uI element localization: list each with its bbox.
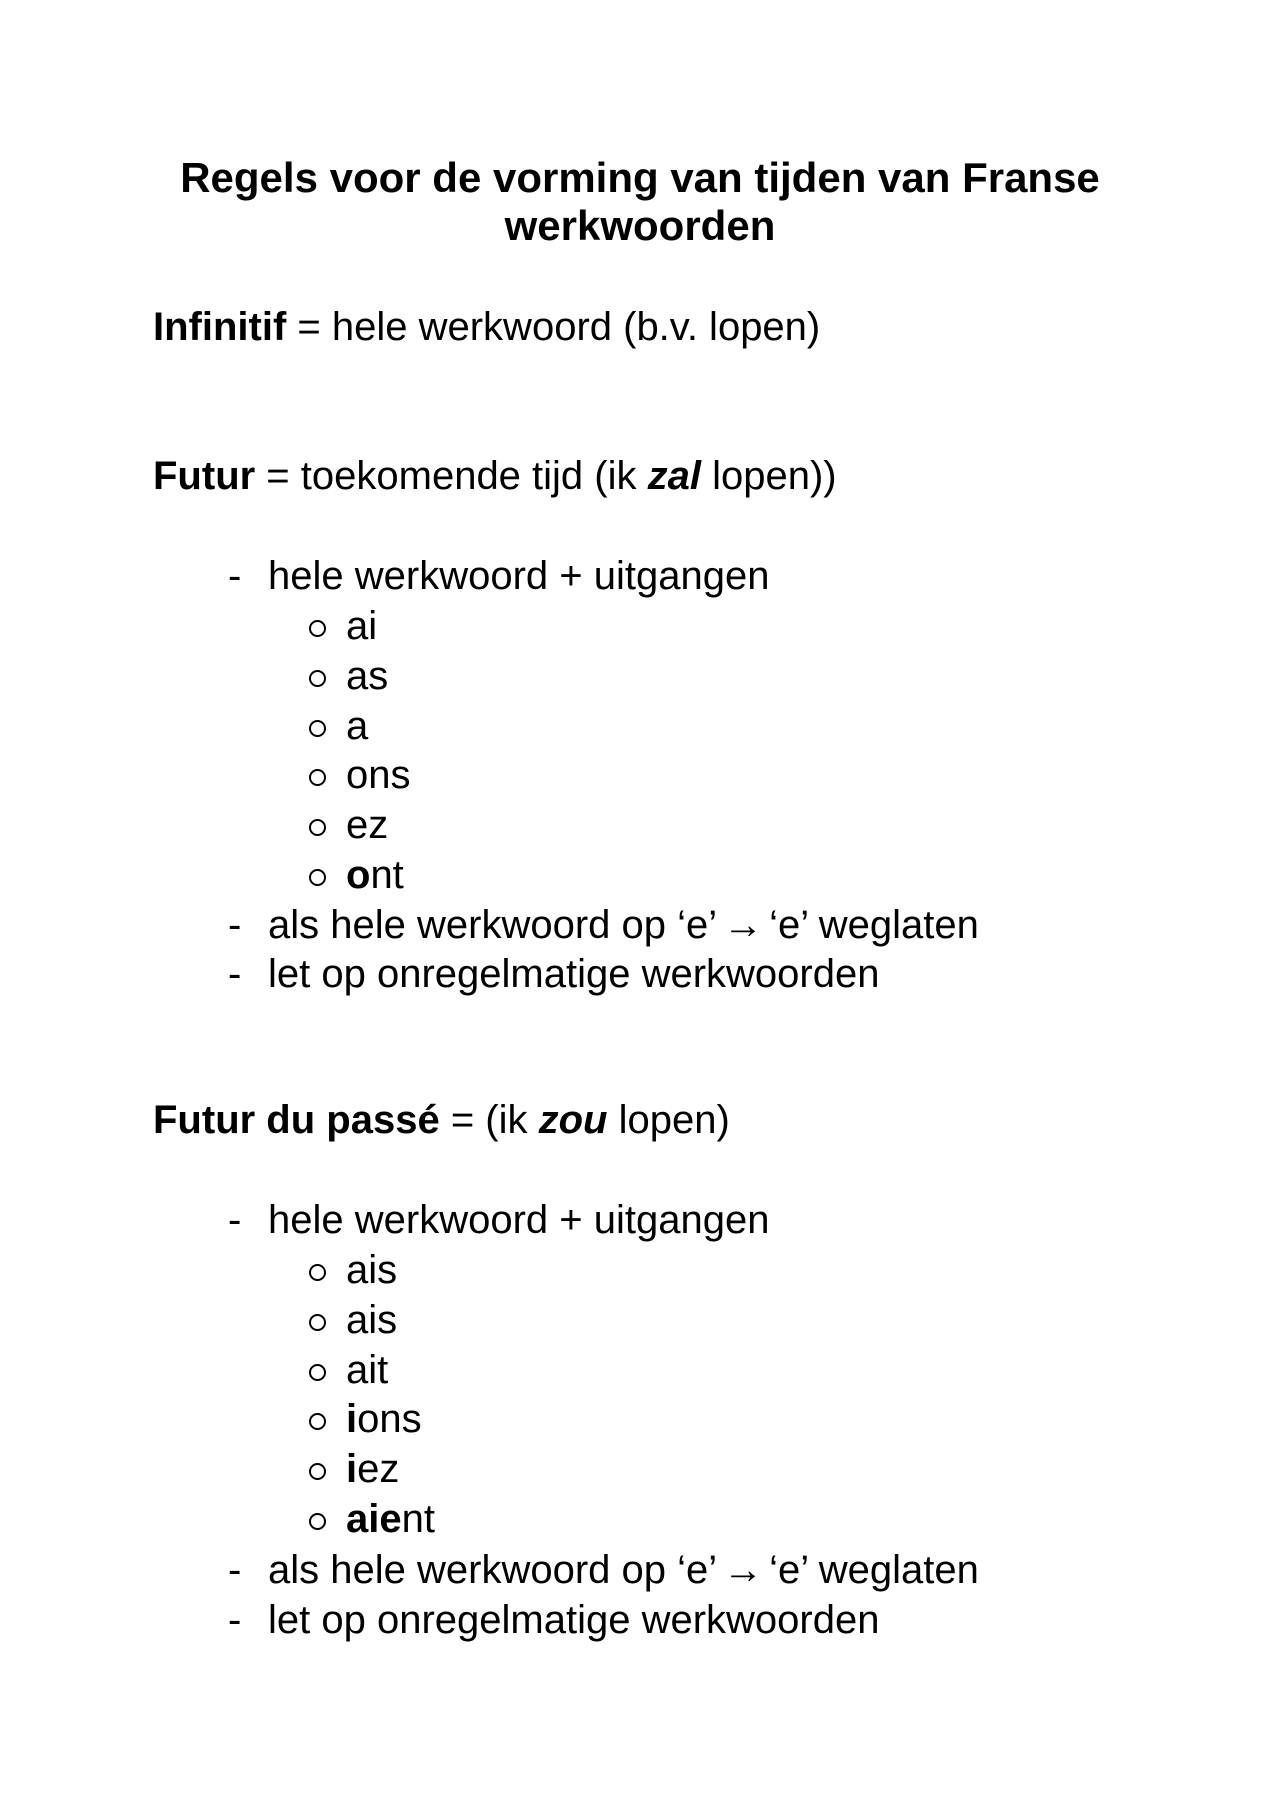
infinitif-definition (153, 304, 820, 350)
circle-bullet-icon (309, 869, 326, 886)
futur-ending-bold: o (346, 853, 371, 897)
futur-passe-ending-item (346, 1396, 422, 1442)
futur-passe-ending-item (346, 1446, 399, 1492)
circle-bullet-icon (309, 1364, 326, 1381)
circle-bullet-icon (309, 1513, 326, 1530)
futur-passe-ending-text: nt (401, 1497, 435, 1541)
futur-ending-text: as (346, 653, 389, 698)
circle-bullet-icon (309, 769, 326, 786)
circle-bullet-icon (309, 620, 326, 637)
futur-passe-rule2-dash: - (228, 1548, 242, 1592)
futur-ending-text: ai (346, 604, 378, 648)
futur-passe-text-post: lopen) (607, 1098, 730, 1142)
futur-passe-rule3: let op onregelmatige werkwoorden (268, 1598, 880, 1642)
futur-passe-rule1-dash: - (228, 1198, 242, 1242)
futur-ending-item (346, 703, 368, 749)
futur-passe-ending-item (346, 1297, 397, 1343)
circle-bullet-icon (309, 1264, 326, 1281)
futur-passe-rule2-post: ‘e’ weglaten (769, 1548, 979, 1592)
futur-rule1: hele werkwoord + uitgangen (268, 554, 770, 598)
arrow-right-icon: → (723, 1548, 764, 1592)
futur-rule2-dash: - (228, 903, 242, 947)
arrow-right-icon: → (723, 903, 764, 947)
futur-passe-definition (153, 1097, 730, 1143)
page-title-line1: Regels voor de vorming van tijden van Franse (180, 154, 1100, 201)
futur-rule3-dash: - (228, 952, 242, 996)
futur-ending-item (346, 603, 377, 649)
futur-passe-rule2-pre: als hele werkwoord op ‘e’ (268, 1548, 718, 1592)
futur-text-emph: zal (647, 454, 701, 498)
futur-passe-text-pre: = (ik (439, 1098, 539, 1142)
page-title-line2: werkwoorden (504, 202, 776, 249)
futur-ending-text: ons (346, 753, 411, 798)
futur-passe-ending-item (346, 1496, 435, 1542)
futur-ending-text: a (346, 703, 369, 748)
futur-passe-ending-bold: aie (346, 1497, 402, 1541)
futur-ending-text: nt (370, 853, 404, 897)
futur-rule3: let op onregelmatige werkwoorden (268, 952, 880, 996)
circle-bullet-icon (309, 720, 326, 737)
futur-rule2-post: ‘e’ weglaten (769, 903, 979, 947)
futur-passe-ending-text: ais (346, 1297, 398, 1342)
futur-passe-ending-text: ons (357, 1397, 422, 1442)
futur-text-post: lopen)) (700, 454, 837, 498)
futur-passe-text-emph: zou (538, 1098, 608, 1142)
futur-rule2-pre: als hele werkwoord op ‘e’ (268, 903, 718, 947)
circle-bullet-icon (309, 1463, 326, 1480)
futur-passe-ending-bold: i (346, 1397, 358, 1442)
futur-rule2 (268, 902, 979, 948)
futur-ending-item (346, 752, 411, 798)
futur-ending-item (346, 653, 388, 699)
futur-passe-ending-text: ais (346, 1248, 398, 1292)
futur-passe-ending-bold: i (346, 1447, 358, 1492)
futur-passe-ending-text: ait (346, 1347, 389, 1392)
futur-text-pre: = toekomende tijd (ik (255, 454, 648, 498)
futur-definition (153, 453, 837, 499)
futur-passe-rule1: hele werkwoord + uitgangen (268, 1198, 770, 1242)
futur-passe-ending-item (346, 1347, 388, 1393)
futur-ending-text: ez (346, 803, 389, 848)
infinitif-text: = hele werkwoord (b.v. lopen) (286, 305, 821, 349)
infinitif-term: Infinitif (153, 305, 287, 349)
futur-ending-item (346, 802, 388, 848)
futur-passe-term: Futur du passé (153, 1098, 440, 1142)
futur-passe-ending-item (346, 1247, 397, 1293)
futur-ending-item (346, 852, 404, 898)
circle-bullet-icon (309, 1314, 326, 1331)
futur-passe-rule3-dash: - (228, 1598, 242, 1642)
futur-rule1-dash: - (228, 554, 242, 598)
futur-passe-rule2 (268, 1547, 979, 1593)
circle-bullet-icon (309, 819, 326, 836)
futur-term: Futur (153, 454, 256, 498)
circle-bullet-icon (309, 670, 326, 687)
circle-bullet-icon (309, 1413, 326, 1430)
futur-passe-ending-text: ez (357, 1447, 400, 1492)
